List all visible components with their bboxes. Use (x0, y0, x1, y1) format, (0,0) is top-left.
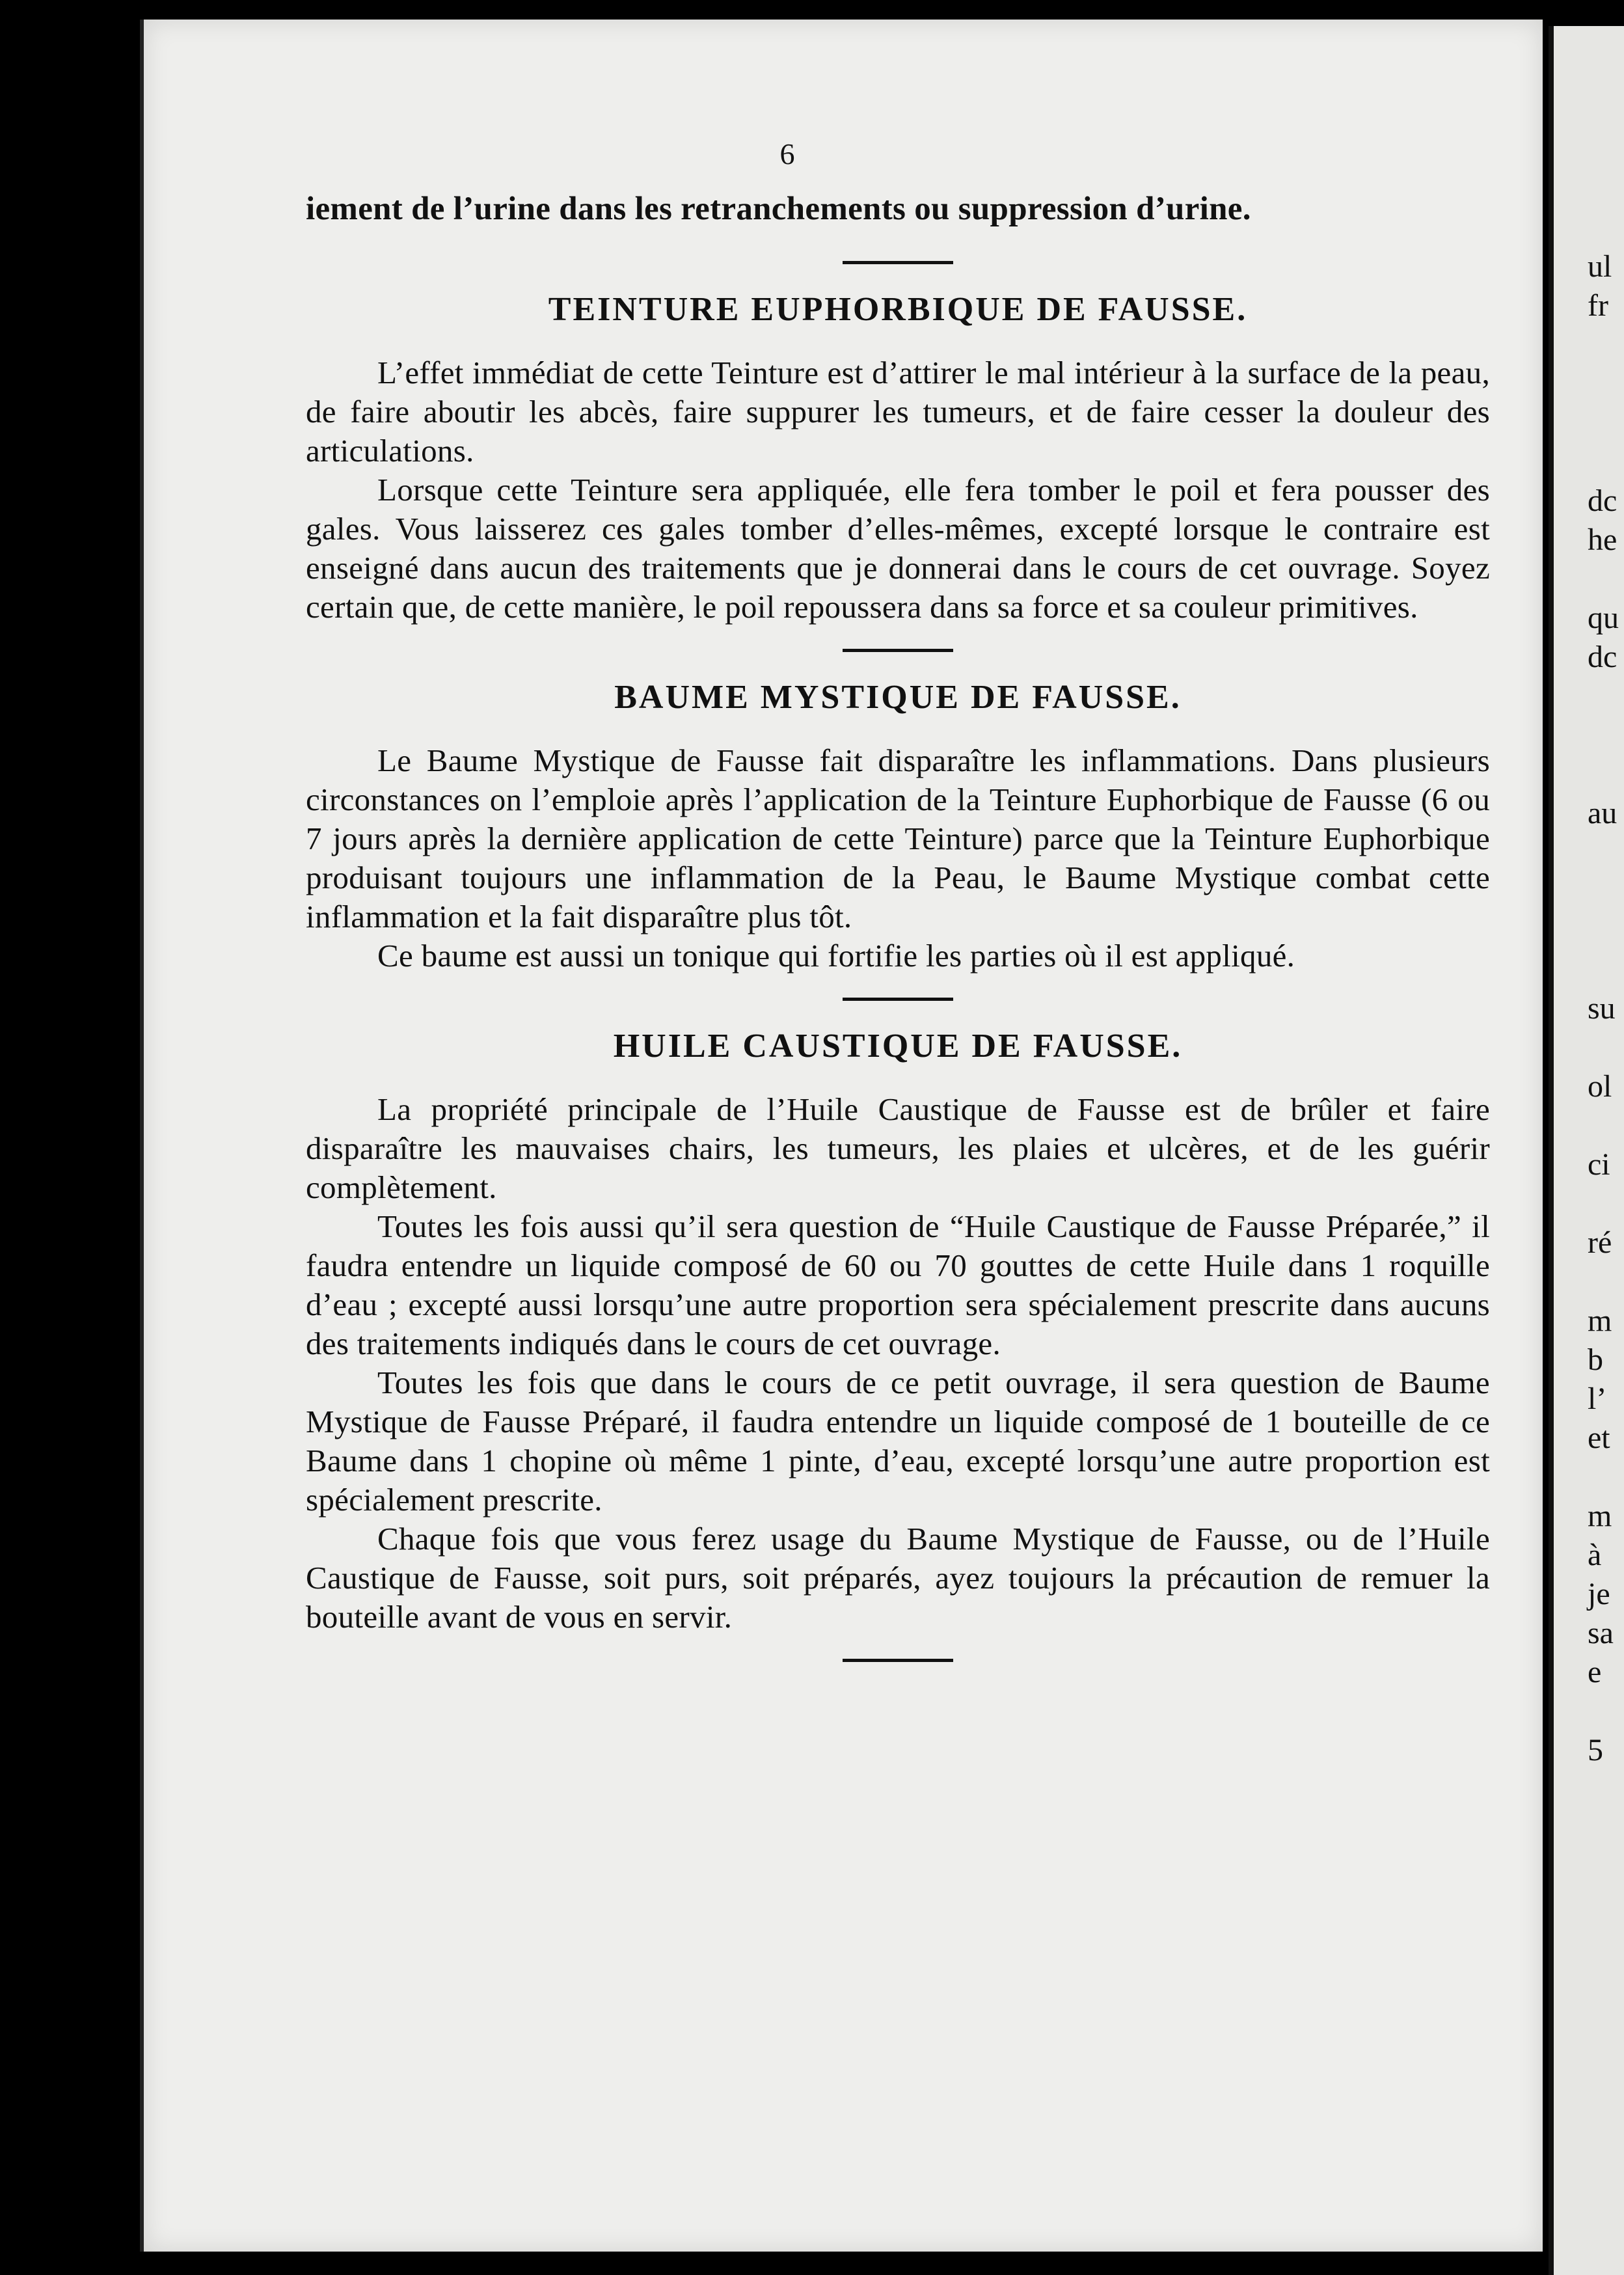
paragraph: Toutes les fois que dans le cours de ce petit ouvrage, il sera question de Baume Mystique de Fausse Préparé, il faudra entendre un liquide composé de 1 bouteille de ce Baume dans 1 chopine où même 1 pinte, d’eau, excepté lorsqu’une autre proportion est spécialement prescrite. (306, 1365, 1490, 1518)
adjacent-fragment: m (1588, 1303, 1612, 1338)
continued-line: iement de l’urine dans les retranchements ou suppression d’urine. (306, 191, 1251, 227)
adjacent-fragment: su (1588, 991, 1616, 1026)
paragraph: Chaque fois que vous ferez usage du Baume Mystique de Fausse, ou de l’Huile Caustique de Fausse, soit purs, soit préparés, ayez toujours la précaution de remuer la bouteille avant de vous en servir. (306, 1521, 1490, 1635)
adjacent-fragment (1588, 560, 1619, 599)
adjacent-fragment: he (1588, 523, 1617, 557)
adjacent-fragment (1588, 677, 1619, 716)
section-baume (306, 678, 1490, 975)
page-number: 6 (779, 137, 795, 170)
section-divider (843, 1659, 953, 1662)
paragraph: Ce baume est aussi un tonique qui fortifie les parties où il est appliqué. (377, 938, 1295, 974)
adjacent-fragment (1588, 1028, 1619, 1067)
adjacent-fragment: dc (1588, 640, 1617, 674)
section-heading: BAUME MYSTIQUE DE FAUSSE. (614, 679, 1182, 716)
section-divider (843, 998, 953, 1001)
adjacent-fragment (1588, 950, 1619, 989)
adjacent-fragment: 5 (1588, 1733, 1603, 1767)
adjacent-fragment: à (1588, 1538, 1602, 1572)
adjacent-fragment (1588, 911, 1619, 950)
section-divider (843, 649, 953, 652)
adjacent-fragment: ol (1588, 1069, 1612, 1104)
section-divider (843, 261, 953, 264)
adjacent-fragment: ci (1588, 1147, 1610, 1182)
adjacent-fragment (1588, 403, 1619, 443)
adjacent-fragment: b (1588, 1342, 1603, 1377)
adjacent-fragment: sa (1588, 1616, 1614, 1650)
adjacent-fragment (1588, 755, 1619, 794)
adjacent-fragment: qu (1588, 601, 1619, 635)
section-teinture (306, 290, 1490, 627)
adjacent-fragment: fr (1588, 288, 1608, 323)
adjacent-fragment (1588, 833, 1619, 872)
adjacent-fragment: et (1588, 1421, 1610, 1455)
adjacent-fragment (1588, 325, 1619, 364)
section-heading: HUILE CAUSTIQUE DE FAUSSE. (613, 1028, 1183, 1065)
adjacent-fragment: ré (1588, 1225, 1612, 1260)
adjacent-fragment (1588, 872, 1619, 911)
adjacent-fragment (1588, 1458, 1619, 1497)
adjacent-fragment (1588, 1184, 1619, 1223)
section-heading: TEINTURE EUPHORBIQUE DE FAUSSE. (548, 291, 1248, 328)
adjacent-fragment (1588, 716, 1619, 755)
page-content (306, 137, 1490, 1688)
adjacent-fragment: ul (1588, 249, 1612, 284)
adjacent-fragment (1588, 364, 1619, 403)
adjacent-page-fragments (1588, 247, 1619, 1770)
adjacent-fragment (1588, 1106, 1619, 1145)
adjacent-fragment (1588, 1692, 1619, 1731)
adjacent-fragment: je (1588, 1577, 1610, 1611)
paragraph: Lorsque cette Teinture sera appliquée, elle fera tomber le poil et fera pousser des gales. Vous laisserez ces gales tomber d’elles-mêmes, excepté lorsque le contraire est enseigné dans aucun des traitements que je donnerai dans le cours de cet ouvrage. Soyez certain que, de cette manière, le poil repoussera dans sa force et sa couleur primitives. (306, 472, 1490, 625)
paragraph: Toutes les fois aussi qu’il sera question de “Huile Caustique de Fausse Préparée,” il faudra entendre un liquide composé de 60 ou 70 gouttes de cette Huile dans 1 roquille d’eau ; excepté aussi lorsqu’une autre proportion sera spécialement prescrite dans aucuns des traitements indiqués dans le cours de cet ouvrage. (306, 1208, 1490, 1361)
adjacent-fragment (1588, 1262, 1619, 1301)
paragraph: La propriété principale de l’Huile Caustique de Fausse est de brûler et faire disparaître les mauvaises chairs, les tumeurs, les plaies et ulcères, et de les guérir complètement. (306, 1091, 1490, 1205)
adjacent-fragment: e (1588, 1655, 1602, 1689)
adjacent-fragment (1588, 443, 1619, 482)
paragraph: Le Baume Mystique de Fausse fait disparaître les inflammations. Dans plusieurs circonstances on l’emploie après l’application de la Teinture Euphorbique de Fausse (6 ou 7 jours après la dernière application de cette Teinture) parce que la Teinture Euphorbique produisant toujours une inflammation de la Peau, le Baume Mystique combat cette inflammation et la fait disparaître plus tôt. (306, 742, 1490, 934)
adjacent-fragment: l’ (1588, 1382, 1607, 1416)
section-huile (306, 1027, 1490, 1637)
paragraph: L’effet immédiat de cette Teinture est d’attirer le mal intérieur à la surface de la peau, de faire aboutir les abcès, faire suppurer les tumeurs, et de faire cesser la douleur des articulations. (306, 355, 1490, 469)
adjacent-fragment: m (1588, 1499, 1612, 1533)
adjacent-fragment: dc (1588, 484, 1617, 518)
adjacent-fragment: au (1588, 796, 1617, 830)
